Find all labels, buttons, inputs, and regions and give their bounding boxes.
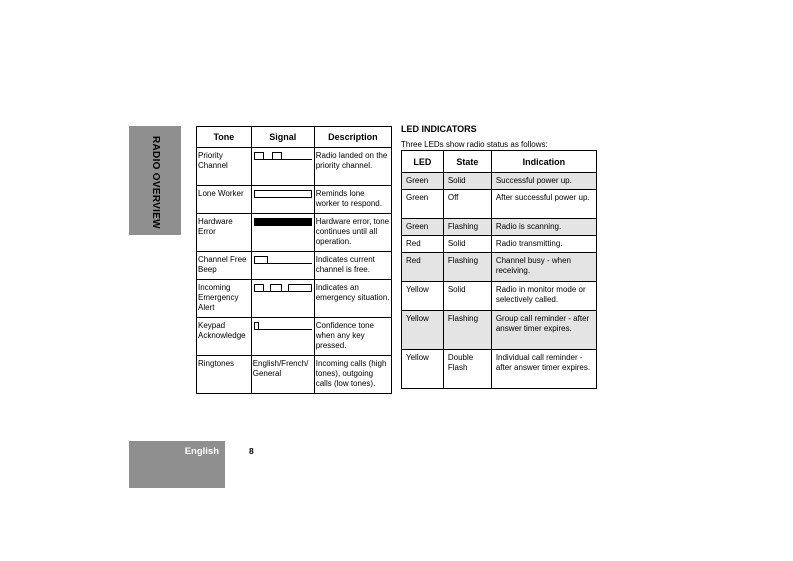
led-header: LED	[402, 151, 444, 173]
led-state: Flashing	[443, 219, 491, 236]
tone-table	[196, 126, 392, 394]
led-state: Flashing	[443, 253, 491, 282]
tone-name: Hardware Error	[197, 214, 252, 252]
table-row	[402, 282, 597, 311]
tone-name: Lone Worker	[197, 186, 252, 214]
signal-three-boxes-icon	[254, 284, 312, 292]
signal-long-filled-icon	[254, 218, 312, 226]
tone-description: Incoming calls (high tones), outgoing calls (low tones).	[314, 356, 391, 394]
table-row	[197, 186, 392, 214]
tone-description: Radio landed on the priority channel.	[314, 148, 391, 186]
tone-description: Hardware error, tone continues until all operation.	[314, 214, 391, 252]
led-table	[401, 150, 597, 389]
tone-description: Indicates current channel is free.	[314, 252, 391, 280]
led-indication: Successful power up.	[491, 173, 596, 190]
led-color: Yellow	[402, 311, 444, 350]
table-row	[402, 350, 597, 389]
led-color: Red	[402, 253, 444, 282]
signal-tick-box-icon	[254, 322, 312, 330]
led-state: Solid	[443, 236, 491, 253]
signal-header: Signal	[251, 127, 314, 148]
tone-name: Channel Free Beep	[197, 252, 252, 280]
led-state: Solid	[443, 173, 491, 190]
signal-single-short-box-icon	[254, 256, 312, 264]
tone-name: Ringtones	[197, 356, 252, 394]
table-row	[402, 190, 597, 219]
table-row	[197, 318, 392, 356]
tone-description: Indicates an emergency situation.	[314, 280, 391, 318]
table-row	[402, 236, 597, 253]
led-color: Green	[402, 219, 444, 236]
led-indication: Radio transmitting.	[491, 236, 596, 253]
table-row	[402, 311, 597, 350]
led-section-subtitle: Three LEDs show radio status as follows:	[401, 140, 548, 149]
led-color: Yellow	[402, 282, 444, 311]
signal-cell	[251, 214, 314, 252]
led-indication: Radio is scanning.	[491, 219, 596, 236]
table-row	[197, 148, 392, 186]
signal-long-box-icon	[254, 190, 312, 198]
led-color: Green	[402, 173, 444, 190]
led-indication: Channel busy - when receiving.	[491, 253, 596, 282]
tone-name: Priority Channel	[197, 148, 252, 186]
signal-text: English/French/ General	[251, 356, 314, 394]
led-section-title: LED INDICATORS	[401, 124, 477, 134]
section-tab-label: RADIO OVERVIEW	[150, 136, 161, 229]
page-number: 8	[249, 446, 254, 456]
tone-name: Keypad Acknowledge	[197, 318, 252, 356]
led-state: Solid	[443, 282, 491, 311]
signal-cell	[251, 186, 314, 214]
table-row	[197, 280, 392, 318]
signal-cell	[251, 148, 314, 186]
led-color: Green	[402, 190, 444, 219]
tone-name: Incoming Emergency Alert	[197, 280, 252, 318]
led-state: Double Flash	[443, 350, 491, 389]
tone-table-header	[197, 127, 392, 148]
description-header: Description	[314, 127, 391, 148]
language-tab	[129, 441, 225, 488]
led-indication: Individual call reminder - after answer timer expires.	[491, 350, 596, 389]
led-state: Flashing	[443, 311, 491, 350]
led-color: Yellow	[402, 350, 444, 389]
table-row	[402, 173, 597, 190]
indication-header: Indication	[491, 151, 596, 173]
state-header: State	[443, 151, 491, 173]
tone-header: Tone	[197, 127, 252, 148]
language-label: English	[184, 446, 219, 457]
led-table-header	[402, 151, 597, 173]
signal-cell	[251, 318, 314, 356]
tone-description: Reminds lone worker to respond.	[314, 186, 391, 214]
table-row	[197, 252, 392, 280]
table-row	[197, 214, 392, 252]
table-row	[402, 253, 597, 282]
led-color: Red	[402, 236, 444, 253]
led-indication: Radio in monitor mode or selectively called.	[491, 282, 596, 311]
table-row	[402, 219, 597, 236]
led-indication: Group call reminder - after answer timer expires.	[491, 311, 596, 350]
signal-cell	[251, 252, 314, 280]
tone-description: Confidence tone when any key pressed.	[314, 318, 391, 356]
led-indication: After successful power up.	[491, 190, 596, 219]
table-row	[197, 356, 392, 394]
signal-cell	[251, 280, 314, 318]
led-state: Off	[443, 190, 491, 219]
signal-two-short-boxes-icon	[254, 152, 312, 160]
